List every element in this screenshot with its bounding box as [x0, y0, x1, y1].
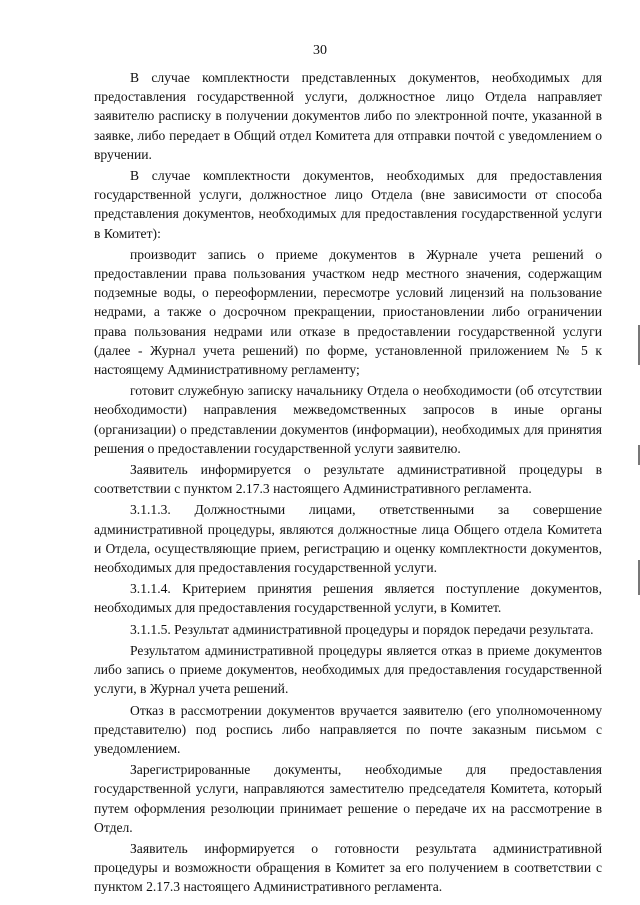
paragraph-3-1-1-4: 3.1.1.4. Критерием принятия решения является поступление документов, необходимых для предоставления государственной услуги, в Комитет.	[94, 581, 602, 616]
page-number: 30	[313, 43, 327, 58]
document-body	[94, 68, 602, 899]
paragraph-registered-documents: Зарегистрированные документы, необходимые для предоставления государственной услуги, направляются заместителю председателя Комитета, который путем оформления резолюции принимает решение о передаче их на рассмотрение в Отдел.	[94, 762, 602, 835]
paragraph-service-memo: готовит служебную записку начальнику Отдела о необходимости (об отсутствии необходимости) направления межведомственных запросов в иные органы (организации) о представлении документов (информации), необходимых для принятия решения о предоставлении государственной услуги заявителю.	[94, 383, 602, 456]
paragraph-procedure-result: Результатом административной процедуры является отказ в приеме документов либо запись о приеме документов, необходимых для предоставления государственной услуги, в Журнал учета решений.	[94, 642, 602, 697]
paragraph-applicant-informed: Заявитель информируется о результате административной процедуры в соответствии с пунктом 2.17.3 настоящего Административного регламента.	[94, 462, 602, 497]
paragraph-3-1-1-5: 3.1.1.5. Результат административной процедуры и порядок передачи результата.	[130, 621, 594, 637]
paragraph-3-1-1-3: 3.1.1.3. Должностными лицами, ответственными за совершение административной процедуры, являются должностные лица Общего отдела Комитета и Отдела, осуществляющие прием, регистрацию и оценку комплектности документов, необходимых для предоставления государственной услуги.	[94, 502, 602, 576]
paragraph-refusal-delivery: Отказ в рассмотрении документов вручается заявителю (его уполномоченному представителю) под роспись либо направляется по почте заказным письмом с уведомлением.	[94, 702, 602, 756]
paragraph-official-actions: В случае комплектности документов, необходимых для предоставления государственной услуги, должностное лицо Отдела (вне зависимости от способа представления документов, необходимых для предоставления государственной услуги в Комитет):	[94, 168, 602, 241]
paragraph-receipt-sending: В случае комплектности представленных документов, необходимых для предоставления государственной услуги, должностное лицо Отдела направляет заявителю расписку в получении документов либо по электронной почте, указанной в заявке, либо передает в Общий отдел Комитета для отправки почтой с уведомлением о вручении.	[94, 70, 602, 162]
paragraph-readiness-notice: Заявитель информируется о готовности результата административной процедуры и возможности обращения в Комитет за его получением в соответствии с пунктом 2.17.3 настоящего Административного регламента.	[94, 840, 602, 895]
paragraph-journal-record: производит запись о приеме документов в Журнале учета решений о предоставлении права пользования участком недр местного значения, содержащим подземные воды, о переоформлении, пересмотре условий лицензий на пользование недрами, а также о досрочном прекращении, приостановлении либо ограничении права пользования недрами или отказе в предоставлении государственной услуги (далее - Журнал учета решений) по форме, установленной приложением № 5 к настоящему Административному регламенту;	[94, 246, 602, 378]
